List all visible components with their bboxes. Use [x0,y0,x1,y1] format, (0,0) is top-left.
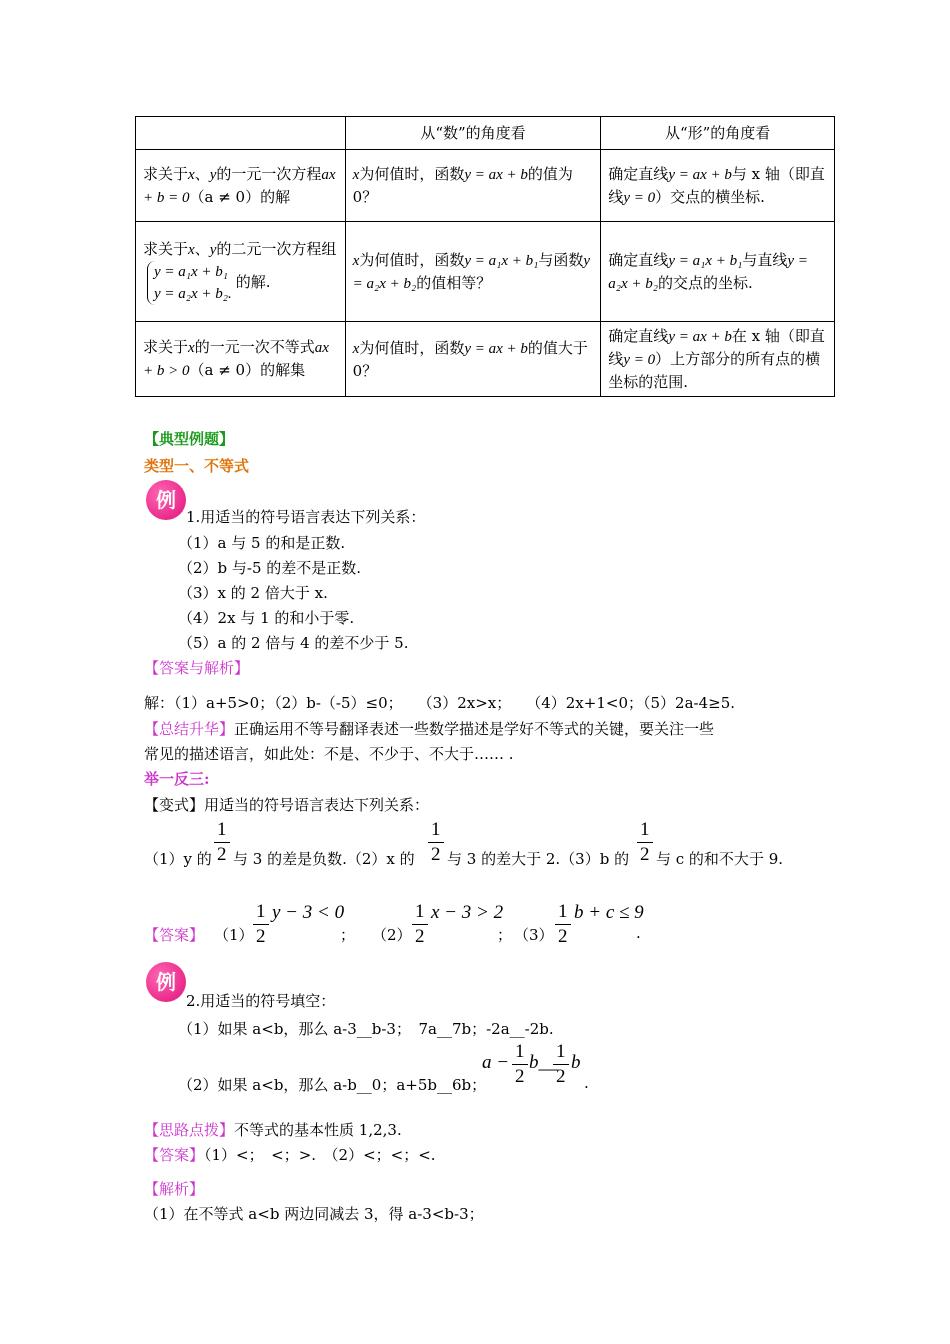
math-var: y [209,166,217,183]
table-cell [136,322,346,397]
math-var: x [352,167,360,183]
example-2-expr-c: b [571,1052,581,1073]
math-expr: y = a₁x + b₁ [154,264,228,280]
summary-text: 正确运用不等号翻译表述一些数学描述是学好不等式的关键，要关注一些 [234,720,715,738]
table-cell [345,150,601,222]
table-header-cell: 从“数”的角度看 [345,117,601,150]
fraction-half [555,900,571,949]
math-var: x [352,252,360,269]
example-2-line-2: （2）如果 a<b，那么 a-b__0；a+5b__6b； [178,1076,487,1094]
fraction-numerator: 1 [253,900,269,925]
table-cell [136,222,346,322]
example-badge-icon: 例 [146,480,186,520]
math-expr: y = a₂x + b₂ [608,252,808,292]
fraction-denominator: 2 [515,1066,525,1087]
summary-line-1 [144,718,714,739]
math-expr: y = a₂x + b₂ [352,252,591,292]
hint-line [144,1119,402,1140]
fraction-numerator: 1 [512,1040,528,1065]
math-expr: y = ax + b [668,329,732,345]
answer-text: 解：（1）a+5>0；（2）b-（-5）≤0； （3）2x>x； （4）2x+1<0；（5）2a-4≥5. [144,694,736,712]
table-cell [345,222,601,322]
table-cell [136,150,346,222]
example-badge-icon: 例 [146,962,186,1002]
example-2-question: 2.用适当的符号填空： [186,992,336,1010]
fraction-half [428,818,444,867]
table-row [136,150,835,222]
cell-text: （a ≠ 0） [189,187,261,206]
math-var: x [188,242,195,258]
fraction-denominator: 2 [640,844,650,865]
math-expr: y = a₁x + b₁ [668,252,743,269]
answer-line [144,1144,436,1165]
math-var: x [188,340,195,356]
hint-tag: 【思路点拨】 [144,1121,235,1139]
cell-text: 的值大于 0？ [352,338,588,380]
fraction-denominator: 2 [558,926,568,947]
table-row [136,322,835,397]
cell-text: 求关于 [143,338,189,356]
variant-answer-2-label: （2） [372,926,412,944]
fraction-half [637,818,653,867]
table-header-cell [136,117,346,150]
fraction-half [412,900,428,949]
table-cell [601,322,835,397]
variant-text: 用适当的符号语言表达下列关系： [204,796,430,814]
section-subtitle: 类型一、不等式 [144,457,250,475]
cell-text: 与直线 [742,250,788,269]
cell-text: 、 [194,240,210,258]
fraction-denominator: 2 [217,844,227,865]
separator: ； [340,926,356,944]
cell-text: ）上方部分的所有点的横坐标的范围. [608,350,821,391]
math-expr: y = a₂x + b₂. [154,286,232,302]
cell-text: 的一元一次方程 [216,164,322,183]
section-title: 【典型例题】 [144,430,235,448]
cell-text: 为何值时，函数 [359,338,465,357]
variant-answer-2-expr: x − 3 > 2 [431,902,504,923]
cell-text: ）交点的横坐标. [655,187,765,206]
fraction-numerator: 1 [637,818,653,843]
period: . [584,1074,589,1092]
jyfs-heading: 举一反三: [144,770,210,788]
variant-part-2: 与 3 的差是负数.（2）x 的 [233,850,415,868]
fraction-denominator: 2 [415,926,425,947]
cell-text: 确定直线 [608,164,669,183]
cell-text: 的二元一次方程组 [216,240,337,258]
equation-system [147,261,232,305]
fraction-half [253,900,269,949]
variant-part-3: 与 3 的差大于 2.（3）b 的 [447,850,630,868]
fraction-denominator: 2 [256,926,266,947]
math-var: y [209,242,217,258]
cell-text: 在 x 轴（即直线 [608,327,825,368]
fraction-half [512,1040,528,1089]
cell-text: 与 x 轴（即直线 [608,164,825,206]
math-expr: y = ax + b [464,167,528,183]
table-cell [601,222,835,322]
fraction-numerator: 1 [555,900,571,925]
analysis-line-1: （1）在不等式 a<b 两边同减去 3，得 a-3<b-3； [144,1205,484,1223]
list-item: （2）b 与-5 的差不是正数. [178,559,362,577]
cell-text: 求关于 [143,164,189,183]
example-1-question: 1.用适当的符号语言表达下列关系： [186,508,426,526]
cell-text: 求关于 [143,240,189,258]
variant-part-4: 与 c 的和不大于 9. [656,850,784,868]
answer-text: （1）<； <；>. （2）<；<；<. [204,1146,436,1164]
answer-tag: 【答案与解析】 [144,659,250,677]
fraction-denominator: 2 [556,1066,566,1087]
cell-text: 的值相等？ [416,273,492,292]
math-expr: y = 0 [623,352,656,368]
summary-line-2: 常见的描述语言，如此处：不是、不少于、不大于…… . [144,745,514,763]
math-expr: ax + b = 0 [143,166,336,206]
math-var: x [352,340,360,357]
list-item: （4）2x 与 1 的和小于零. [178,609,355,627]
fraction-denominator: 2 [431,844,441,865]
summary-tag: 【总结升华】 [144,720,235,738]
table-header-cell: 从“形”的角度看 [601,117,835,150]
example-2-expr-b: b__ [529,1052,558,1073]
list-item: （5）a 的 2 倍与 4 的差不少于 5. [178,634,409,652]
variant-answer-3-label: （3） [514,926,554,944]
variant-answer-1-expr: y − 3 < 0 [272,902,345,923]
math-expr: y = a₁x + b₁ [464,252,539,269]
cell-text: 的解集 [260,361,306,379]
list-item: （3）x 的 2 倍大于 x. [178,584,328,602]
cell-text: 确定直线 [608,327,669,345]
variant-tag: 【变式】 [144,796,205,814]
answer-tag: 【答案】 [144,1146,205,1164]
example-2-expr-a: a − [482,1052,510,1073]
separator: ； [497,926,513,944]
cell-text: （a ≠ 0） [189,361,261,379]
analysis-tag: 【解析】 [144,1180,205,1198]
cell-text: 与函数 [538,250,584,269]
comparison-table [135,116,835,397]
fraction-numerator: 1 [412,900,428,925]
cell-text: 确定直线 [608,250,669,269]
math-expr: y = ax + b [668,166,732,183]
list-item: （1）a 与 5 的和是正数. [178,534,346,552]
cell-text: 的一元一次不等式 [194,338,315,356]
table-header-row [136,117,835,150]
fraction-half [214,818,230,867]
variant-answer-tag: 【答案】 [144,926,205,944]
cell-text: 的解 [260,187,291,206]
variant-question [144,794,429,815]
math-expr: y = 0 [623,189,656,206]
table-cell [345,322,601,397]
variant-answer-1-label: （1） [214,926,254,944]
example-2-line-1: （1）如果 a<b，那么 a-3__b-3； 7a__7b；-2a__-2b. [178,1020,554,1038]
math-expr: y = ax + b [464,340,528,357]
fraction-numerator: 1 [428,818,444,843]
cell-text: 的交点的坐标. [658,273,753,292]
fraction-numerator: 1 [214,818,230,843]
variant-part-1: （1）y 的 [144,850,212,868]
fraction-numerator: 1 [553,1040,569,1065]
cell-text: 的解. [235,273,271,291]
cell-text: 为何值时，函数 [359,165,465,183]
period: . [636,924,641,942]
hint-text: 不等式的基本性质 1,2,3. [234,1121,402,1139]
math-expr: ax + b > 0 [143,340,329,379]
fraction-half [553,1040,569,1089]
table-cell [601,150,835,222]
table-row [136,222,835,322]
cell-text: 为何值时，函数 [359,250,465,269]
variant-answer-3-expr: b + c ≤ 9 [574,902,644,923]
math-var: x [188,166,195,183]
cell-text: 的值为0？ [352,165,573,206]
cell-text: 、 [194,164,210,183]
